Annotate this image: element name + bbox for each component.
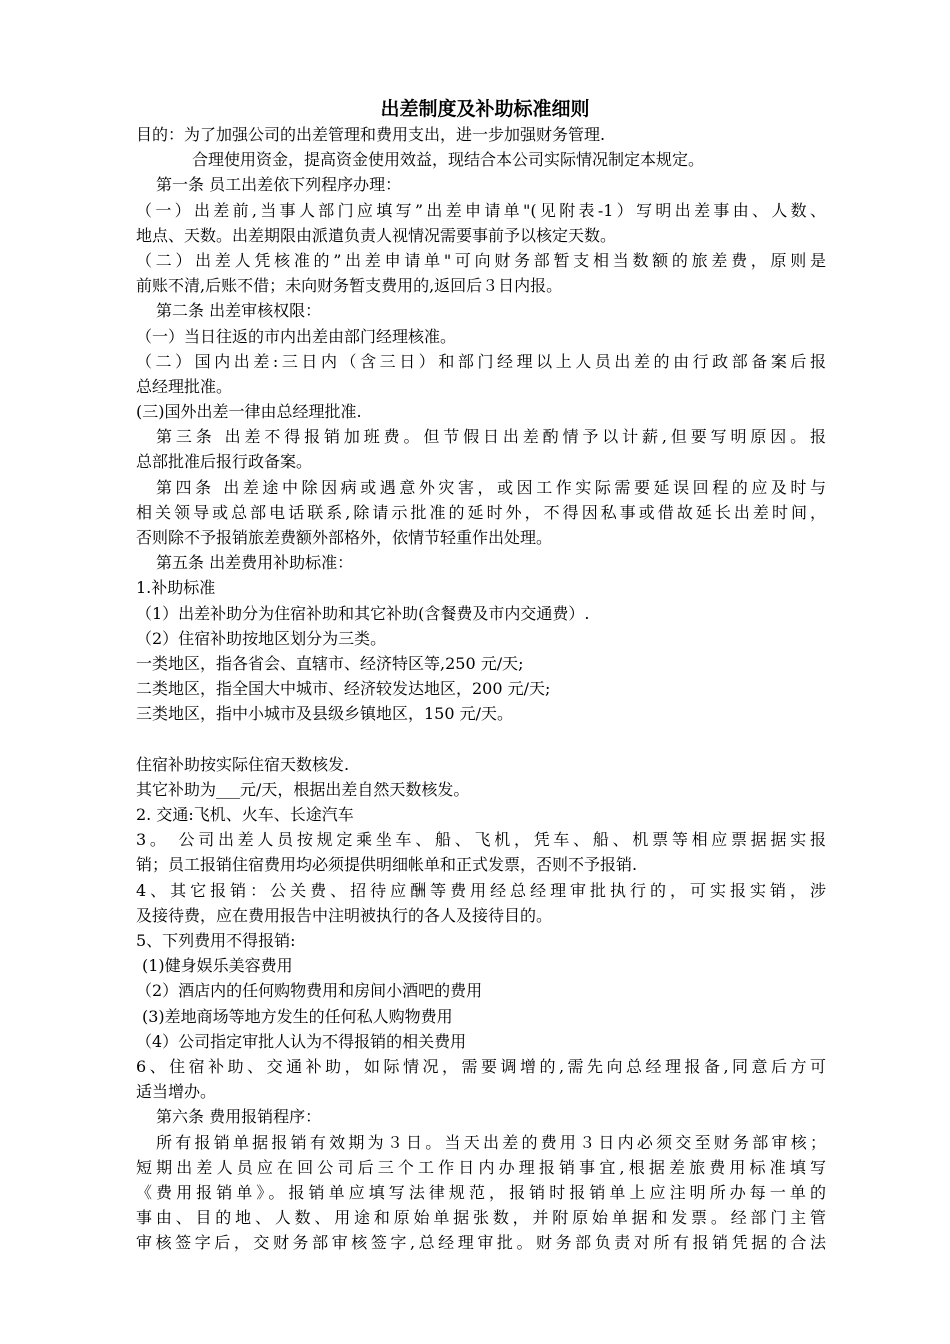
paragraph-line: 适当增办。: [136, 1082, 217, 1102]
paragraph-line: （一）当日往返的市内出差由部门经理核准。: [136, 326, 457, 346]
paragraph-line: 审核签字后，交财务部审核签字,总经理审批。财务部负责对所有报销凭据的合法: [136, 1233, 826, 1253]
paragraph-line: 6、住宿补助、交通补助，如际情况，需要调增的,需先向总经理报备,同意后方可: [136, 1056, 826, 1076]
paragraph-line: 第五条 出差费用补助标准：: [156, 553, 354, 573]
paragraph-line: 及接待费，应在费用报告中注明被执行的各人及接待目的。: [136, 905, 553, 925]
paragraph-line: 所有报销单据报销有效期为３日。当天出差的费用３日内必须交至财务部审核；: [156, 1132, 826, 1152]
paragraph-line: 前账不清,后账不借；未向财务暂支费用的,返回后３日内报。: [136, 276, 563, 296]
paragraph-line: 第一条 员工出差依下列程序办理：: [156, 175, 402, 195]
paragraph-line: 短期出差人员应在回公司后三个工作日内办理报销事宜,根据差旅费用标准填写: [136, 1157, 826, 1177]
paragraph-line: 销；员工报销住宿费用均必须提供明细帐单和正式发票，否则不予报销.: [136, 855, 638, 875]
paragraph-line: 一类地区，指各省会、直辖市、经济特区等,250 元/天;: [136, 653, 524, 673]
paragraph-line: 5、下列费用不得报销:: [136, 931, 296, 950]
document-page: [136, 96, 826, 1255]
paragraph-line: （2）住宿补助按地区划分为三类。: [136, 628, 387, 648]
paragraph-line: 2. 交通:飞机、火车、长途汽车: [136, 805, 354, 825]
paragraph-line: 目的：为了加强公司的出差管理和费用支出，进一步加强财务管理.: [136, 125, 606, 144]
paragraph-line: 相关领导或总部电话联系,除请示批准的延时外，不得因私事或借故延长出差时间，: [136, 502, 826, 522]
paragraph-line: 3。 公司出差人员按规定乘坐车、船、飞机，凭车、船、机票等相应票据据实报: [136, 830, 826, 850]
paragraph-line: （4）公司指定审批人认为不得报销的相关费用: [136, 1031, 467, 1051]
paragraph-line: 《费用报销单》。报销单应填写法律规范，报销时报销单上应注明所办每一单的: [136, 1182, 826, 1202]
paragraph-line: 第二条 出差审核权限：: [156, 301, 322, 321]
paragraph-line: （二）出差人凭核准的”出差申请单"可向财务部暂支相当数额的旅差费，原则是: [136, 250, 826, 270]
paragraph-line: 总部批准后报行政备案。: [136, 452, 313, 472]
paragraph-line: (1)健身娱乐美容费用: [142, 956, 293, 976]
paragraph-line: (三)国外出差一律由总经理批准.: [136, 402, 362, 422]
paragraph-line: 地点、天数。出差期限由派遣负责人视情况需要事前予以核定天数。: [136, 225, 617, 245]
paragraph-line: 第四条 出差途中除因病或遇意外灾害，或因工作实际需要延误回程的应及时与: [156, 477, 826, 497]
paragraph-line: 4、其它报销：公关费、招待应酬等费用经总经理审批执行的，可实报实销，涉: [136, 880, 826, 900]
paragraph-line: （二）国内出差:三日内（含三日）和部门经理以上人员出差的由行政部备案后报: [136, 351, 826, 371]
paragraph-line: （一）出差前,当事人部门应填写”出差申请单"(见附表-1）写明出差事由、人数、: [136, 200, 826, 220]
paragraph-line: 第六条 费用报销程序：: [156, 1107, 322, 1127]
paragraph-line: 1.补助标准: [136, 578, 216, 598]
paragraph-line: 合理使用资金，提高资金使用效益，现结合本公司实际情况制定本规定。: [192, 150, 705, 170]
blank-line: [136, 727, 826, 752]
paragraph-line: 否则除不予报销旅差费额外部格外，依情节轻重作出处理。: [136, 528, 553, 547]
paragraph-line: 住宿补助按实际住宿天数核发.: [136, 754, 350, 774]
paragraph-line: 总经理批准。: [136, 376, 233, 396]
paragraph-line: 三类地区，指中小城市及县级乡镇地区，150 元/天。: [136, 704, 514, 724]
document-title: 出差制度及补助标准细则: [380, 98, 590, 120]
paragraph-line: (3)差地商场等地方发生的任何私人购物费用: [142, 1006, 453, 1026]
paragraph-line: （1）出差补助分为住宿补助和其它补助(含餐费及市内交通费）.: [136, 603, 590, 623]
paragraph-line: 二类地区，指全国大中城市、经济较发达地区，200 元/天;: [136, 679, 551, 699]
paragraph-line: 其它补助为___元/天，根据出差自然天数核发。: [136, 779, 470, 799]
document-body: [136, 122, 826, 1255]
paragraph-line: 事由、目的地、人数、用途和原始单据张数，并附原始单据和发票。经部门主管: [136, 1208, 826, 1228]
paragraph-line: （2）酒店内的任何购物费用和房间小酒吧的费用: [136, 981, 483, 1001]
paragraph-line: 第三条 出差不得报销加班费。但节假日出差酌情予以计薪,但要写明原因。报: [156, 427, 826, 447]
